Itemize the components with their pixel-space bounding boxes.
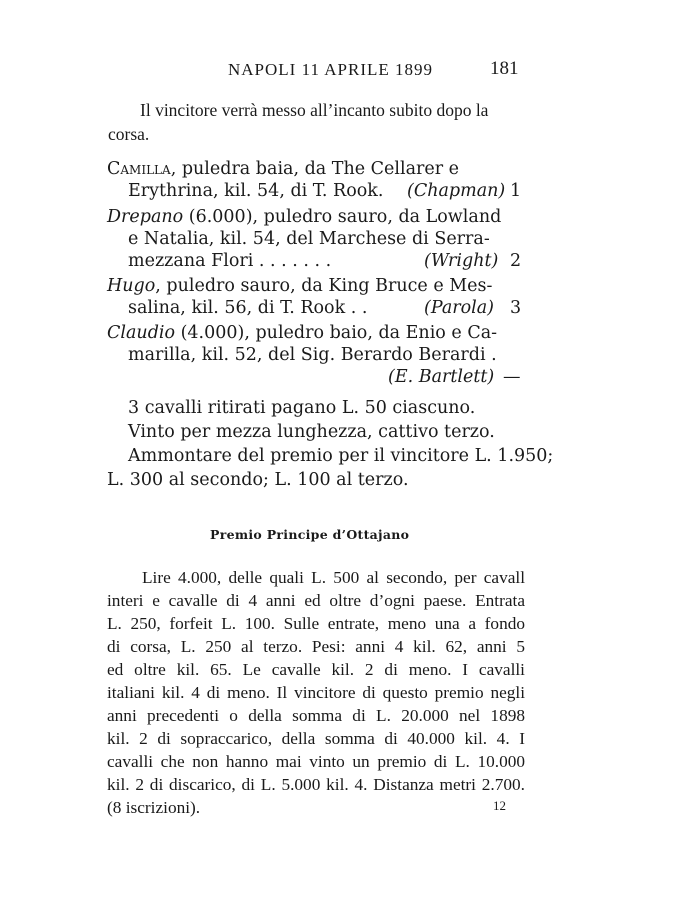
horse-name: Hugo [107,276,156,296]
intro-line-2: corsa. [108,124,150,144]
jockey-name: (Parola) [424,298,495,318]
entry-drepano-line-2: e Natalia, kil. 54, del Marchese di Serra- [128,229,490,249]
jockey-name: (Chapman) [407,181,506,201]
entry-claudio-line-1 [107,323,497,343]
entry-text: , puledro sauro, da King Bruce e Mes- [155,276,493,296]
finish-place: 1 [510,181,522,201]
section-title: Premio Principe d’Ottajano [210,527,410,542]
result-line-4: L. 300 al secondo; L. 100 al terzo. [107,470,409,490]
horse-name: Claudio [107,323,176,343]
result-line-1: 3 cavalli ritirati pagano L. 50 ciascuno. [128,398,476,418]
page-number: 181 [490,58,519,79]
entry-claudio-line-2: marilla, kil. 52, del Sig. Berardo Berardi . [128,345,497,365]
finish-place: 3 [510,298,522,318]
finish-place: — [503,367,521,387]
paragraph-line: ed oltre kil. 65. Le cavalle kil. 2 di meno. I cavalli [107,660,525,679]
horse-name: Camilla [107,159,171,179]
paragraph-line: Lire 4.000, delle quali L. 500 al secondo, per cavall [142,568,525,587]
entry-hugo-line-1 [107,276,492,296]
entry-text: , puledra baia, da The Cellarer e [170,159,460,179]
paragraph-line: kil. 2 di discarico, di L. 5.000 kil. 4. Distanza metri 2.700. [107,775,525,794]
entry-text: (4.000), puledro baio, da Enio e Ca- [175,323,498,343]
running-head: NAPOLI 11 APRILE 1899 [228,60,434,79]
paragraph-line: kil. 2 di sopraccarico, della somma di 40.000 kil. 4. I [107,729,525,748]
result-line-2: Vinto per mezza lunghezza, cattivo terzo. [128,422,495,442]
entry-text: (6.000), puledro sauro, da Lowland [183,207,502,227]
entry-drepano-line-3: mezzana Flori . . . . . . . [128,251,332,271]
paragraph-line: L. 250, forfeit L. 100. Sulle entrate, meno una a fondo [107,614,525,633]
signature-mark: 12 [493,798,506,813]
entry-drepano-line-1 [107,207,501,227]
entry-camilla-line-1 [107,159,459,179]
paragraph-line: interi e cavalle di 4 anni ed oltre d’ogni paese. Entrata [107,591,525,610]
intro-line-1: Il vincitore verrà messo all’incanto subito dopo la [140,100,489,120]
horse-name: Drepano [107,207,184,227]
jockey-name: (Wright) [424,251,499,271]
paragraph-line: (8 iscrizioni). [107,798,201,817]
entry-camilla-line-2: Erythrina, kil. 54, di T. Rook. [128,181,384,201]
paragraph-line: di corsa, L. 250 al terzo. Pesi: anni 4 kil. 62, anni 5 [107,637,525,656]
jockey-name: (E. Bartlett) [388,367,495,387]
finish-place: 2 [510,251,522,271]
entry-hugo-line-2: salina, kil. 56, di T. Rook . . [128,298,368,318]
result-line-3: Ammontare del premio per il vincitore L. 1.950; [128,446,554,466]
paragraph-line: italiani kil. 4 di meno. Il vincitore di questo premio negli [107,683,525,702]
paragraph-line: cavalli che non hanno mai vinto un premio di L. 10.000 [107,752,525,771]
paragraph-line: anni precedenti o della somma di L. 20.000 nel 1898 [107,706,525,725]
